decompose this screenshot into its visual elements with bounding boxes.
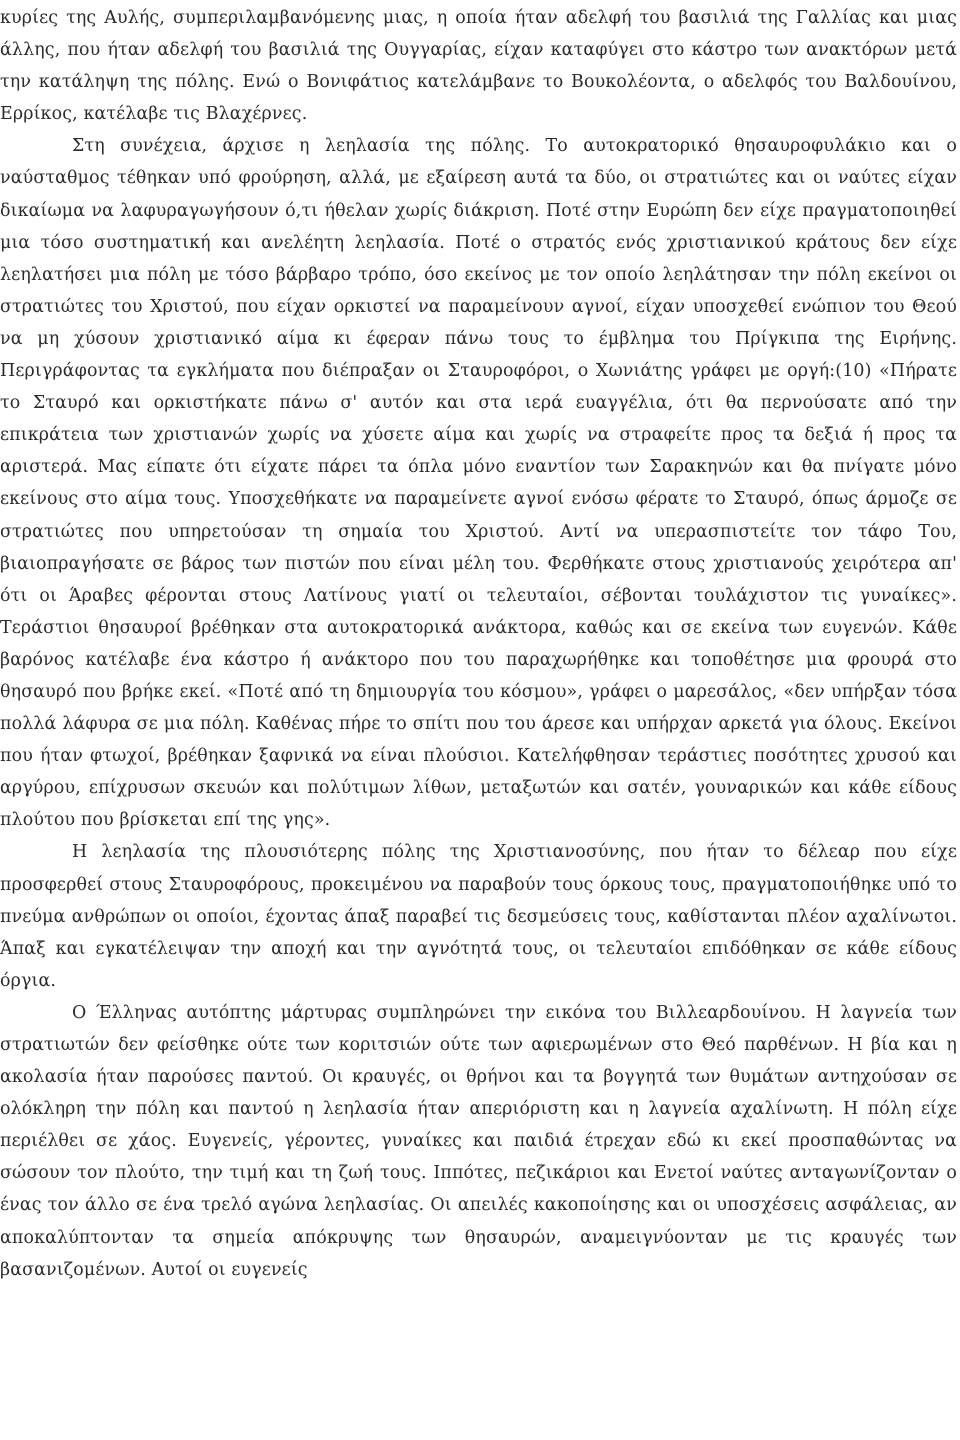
paragraph-plunder: Στη συνέχεια, άρχισε η λεηλασία της πόλης. Το αυτοκρατορικό θησαυροφυλάκιο και ο ναύσταθμος τέθηκαν υπό φρούρηση, αλλά, με εξαίρεση αυτά τα δύο, οι στρατιώτες και οι ναύτες είχαν δικαίωμα να λαφυραγωγήσουν ό,τι ήθελαν χωρίς διάκριση. Ποτέ στην Ευρώπη δεν είχε πραγματοποιηθεί μια τόσο συστηματική και ανελέητη λεηλασία. Ποτέ ο στρατός ενός χριστιανικού κράτους δεν είχε λεηλατήσει μια πόλη με τόσο βάρβαρο τρόπο, όσο εκείνος με τον οποίο λεηλάτησαν την πόλη εκείνοι οι στρατιώτες του Χριστού, που είχαν ορκιστεί να παραμείνουν αγνοί, είχαν υποσχεθεί ενώπιον του Θεού να μη χύσουν χριστιανικό αίμα κι έφεραν πάνω τους το έμβλημα του Πρίγκιπα της Ειρήνης. Περιγράφοντας τα εγκλήματα που διέπραξαν οι Σταυροφόροι, ο Χωνιάτης γράφει με οργή:(10) «Πήρατε το Σταυρό και ορκιστήκατε πάνω σ' αυτόν και στα ιερά ευαγγέλια, ότι θα περνούσατε από την επικράτεια των χριστιανών χωρίς να χύσετε αίμα και χωρίς να στραφείτε προς τα δεξιά ή προς τα αριστερά. Μας είπατε ότι είχατε πάρει τα όπλα μόνο εναντίον των Σαρακηνών και θα πνίγατε μόνο εκείνους στο αίμα τους. Υποσχεθήκατε να παραμείνετε αγνοί ενόσω φέρατε το Σταυρό, όπως άρμοζε σε στρατιώτες που υπηρετούσαν τη σημαία του Χριστού. Αντί να υπερασπιστείτε τον τάφο Του, βιαιοπραγήσατε σε βάρος των πιστών που είναι μέλη του. Φερθήκατε στους χριστιανούς χειρότερα απ' ότι οι Άραβες φέρονται στους Λατίνους γιατί οι τελευταίοι, σέβονται τουλάχιστον τις γυναίκες». Τεράστιοι θησαυροί βρέθηκαν στα αυτοκρατορικά ανάκτορα, καθώς και σε εκείνα των ευγενών. Κάθε βαρόνος κατέλαβε ένα κάστρο ή ανάκτορο που του παραχωρήθηκε και τοποθέτησε μια φρουρά στο θησαυρό που βρήκε εκεί. «Ποτέ από τη δημιουργία του κόσμου», γράφει ο μαρεσάλος, «δεν υπήρξαν τόσα πολλά λάφυρα σε μια πόλη. Καθένας πήρε το σπίτι που του άρεσε και υπήρχαν αρκετά για όλους. Εκείνοι που ήταν φτωχοί, βρέθηκαν ξαφνικά να είναι πλούσιοι. Κατελήφθησαν τεράστιες ποσότητες χρυσού και αργύρου, επίχρυσων σκευών και πολύτιμων λίθων, μεταξωτών και σατέν, γουναρικών και κάθε είδους πλούτου που βρίσκεται επί της γης».: [0, 136, 957, 831]
paragraph-continued: κυρίες της Αυλής, συμπεριλαμβανόμενης μιας, η οποία ήταν αδελφή του βασιλιά της Γαλλίας και μιας άλλης, που ήταν αδελφή του βασιλιά της Ουγγαρίας, είχαν καταφύγει στο κάστρο των ανακτόρων μετά την κατάληψη της πόλης. Ενώ ο Βονιφάτιος κατελάμβανε το Βουκολέοντα, ο αδελφός του Βαλδουίνου, Ερρίκος, κατέλαβε τις Βλαχέρνες.: [0, 8, 957, 125]
paragraph-richest-city: Η λεηλασία της πλουσιότερης πόλης της Χριστιανοσύνης, που ήταν το δέλεαρ που είχε προσφερθεί στους Σταυροφόρους, προκειμένου να παραβούν τους όρκους τους, πραγματοποιήθηκε υπό το πνεύμα ανθρώπων οι οποίοι, έχοντας άπαξ παραβεί τις δεσμεύσεις τους, καθίστανται πλέον αχαλίνωτοι. Άπαξ και εγκατέλειψαν την αποχή και την αγνότητά τους, οι τελευταίοι επιδόθηκαν σε κάθε είδους όργια.: [0, 842, 957, 991]
paragraph-eyewitness: Ο Έλληνας αυτόπτης μάρτυρας συμπληρώνει την εικόνα του Βιλλεαρδουίνου. Η λαγνεία των στρατιωτών δεν φείσθηκε ούτε των κοριτσιών ούτε των αφιερωμένων στο Θεό παρθένων. Η βία και η ακολασία ήταν παρούσες παντού. Οι κραυγές, οι θρήνοι και τα βογγητά των θυμάτων αντηχούσαν σε ολόκληρη την πόλη και παντού η λεηλασία ήταν απεριόριστη και η λαγνεία αχαλίνωτη. Η πόλη είχε περιέλθει σε χάος. Ευγενείς, γέροντες, γυναίκες και παιδιά έτρεχαν εδώ κι εκεί προσπαθώντας να σώσουν τον πλούτο, την τιμή και τη ζωή τους. Ιππότες, πεζικάριοι και Ενετοί ναύτες ανταγωνίζονταν ο ένας τον άλλο σε ένα τρελό αγώνα λεηλασίας. Οι απειλές κακοποίησης και οι υποσχέσεις ασφάλειας, αν αποκαλύπτονταν τα σημεία απόκρυψης των θησαυρών, αναμειγνύονταν με τις κραυγές των βασανιζομένων. Αυτοί οι ευγενείς: [0, 1002, 957, 1280]
